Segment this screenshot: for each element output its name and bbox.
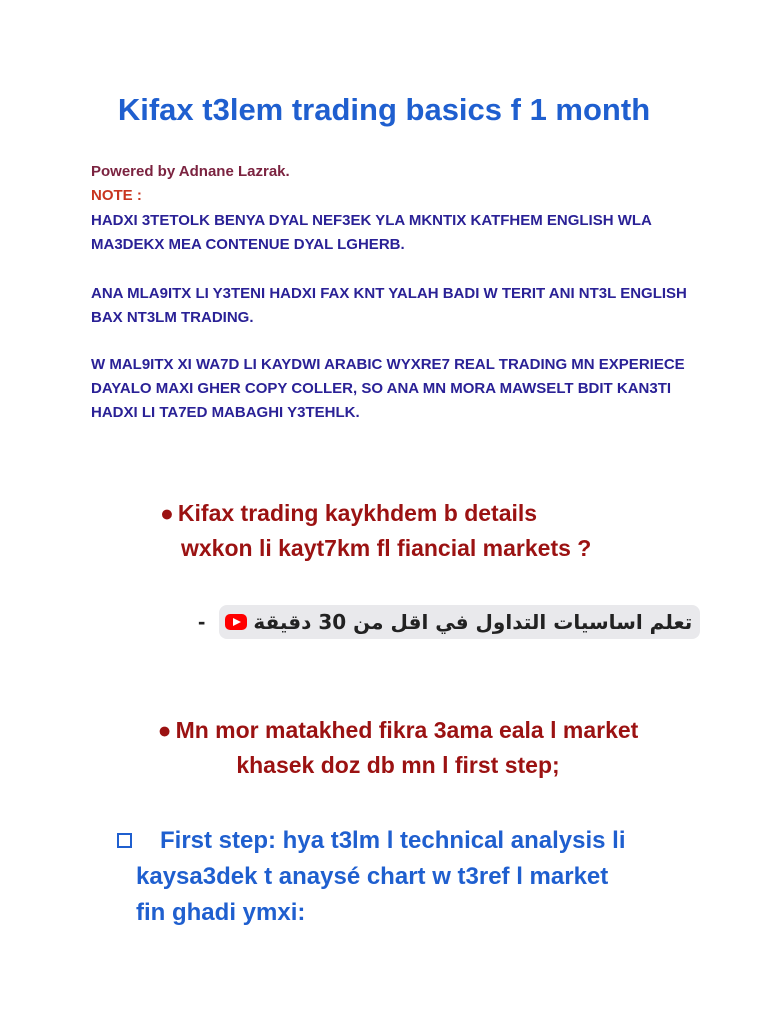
step-line-2: kaysa3dek t anaysé chart w t3ref l market xyxy=(136,863,609,890)
step-line-3: fin ghadi ymxi: xyxy=(136,899,306,926)
bullet-dot: ● xyxy=(160,500,174,526)
video-link-text: تعلم اساسيات التداول في اقل من 30 دقيقة xyxy=(253,610,693,634)
step-line-1: First step: hya t3lm l technical analysis li xyxy=(160,827,626,854)
bullet-dot: ● xyxy=(157,717,172,743)
document-title: Kifax t3lem trading basics f 1 month xyxy=(117,92,651,127)
list-dash: - xyxy=(198,609,206,634)
note-paragraph-2: ANA MLA9ITX LI Y3TENI HADXI FAX KNT YALAH BADI W TERIT ANI NT3L ENGLISH BAX NT3LM TRADING. xyxy=(91,285,687,326)
bullet-how-trading-works xyxy=(160,496,680,566)
note-paragraph-3: W MAL9ITX XI WA7D LI KAYDWI ARABIC WYXRE7 REAL TRADING MN EXPERIECE DAYALO MAXI GHER COPY COLLER, SO ANA MN MORA MAWSELT BDIT KAN3TI HADXI LI TA7ED MABAGHI Y3TEHLK. xyxy=(91,356,685,421)
step-first xyxy=(136,823,696,931)
author-credit: Powered by Adnane Lazrak. xyxy=(91,163,290,180)
bullet-line-2: khasek doz db mn l first step; xyxy=(236,752,560,778)
checkbox-icon[interactable] xyxy=(117,833,132,848)
bullet-line-1: Kifax trading kaykhdem b details xyxy=(177,500,538,526)
note-label: NOTE : xyxy=(91,187,142,204)
youtube-icon xyxy=(225,614,247,630)
bullet-line-1: Mn mor matakhed fikra 3ama eala l market xyxy=(175,717,639,743)
youtube-video-link[interactable] xyxy=(219,605,700,639)
note-paragraph-1: HADXI 3TETOLK BENYA DYAL NEF3EK YLA MKNTIX KATFHEM ENGLISH WLA MA3DEKX MEA CONTENUE DYAL LGHERB. xyxy=(91,212,652,253)
bullet-line-2: wxkon li kayt7km fl fiancial markets ? xyxy=(181,535,592,561)
bullet-first-step-intro xyxy=(118,713,678,783)
video-link-row xyxy=(198,605,700,639)
